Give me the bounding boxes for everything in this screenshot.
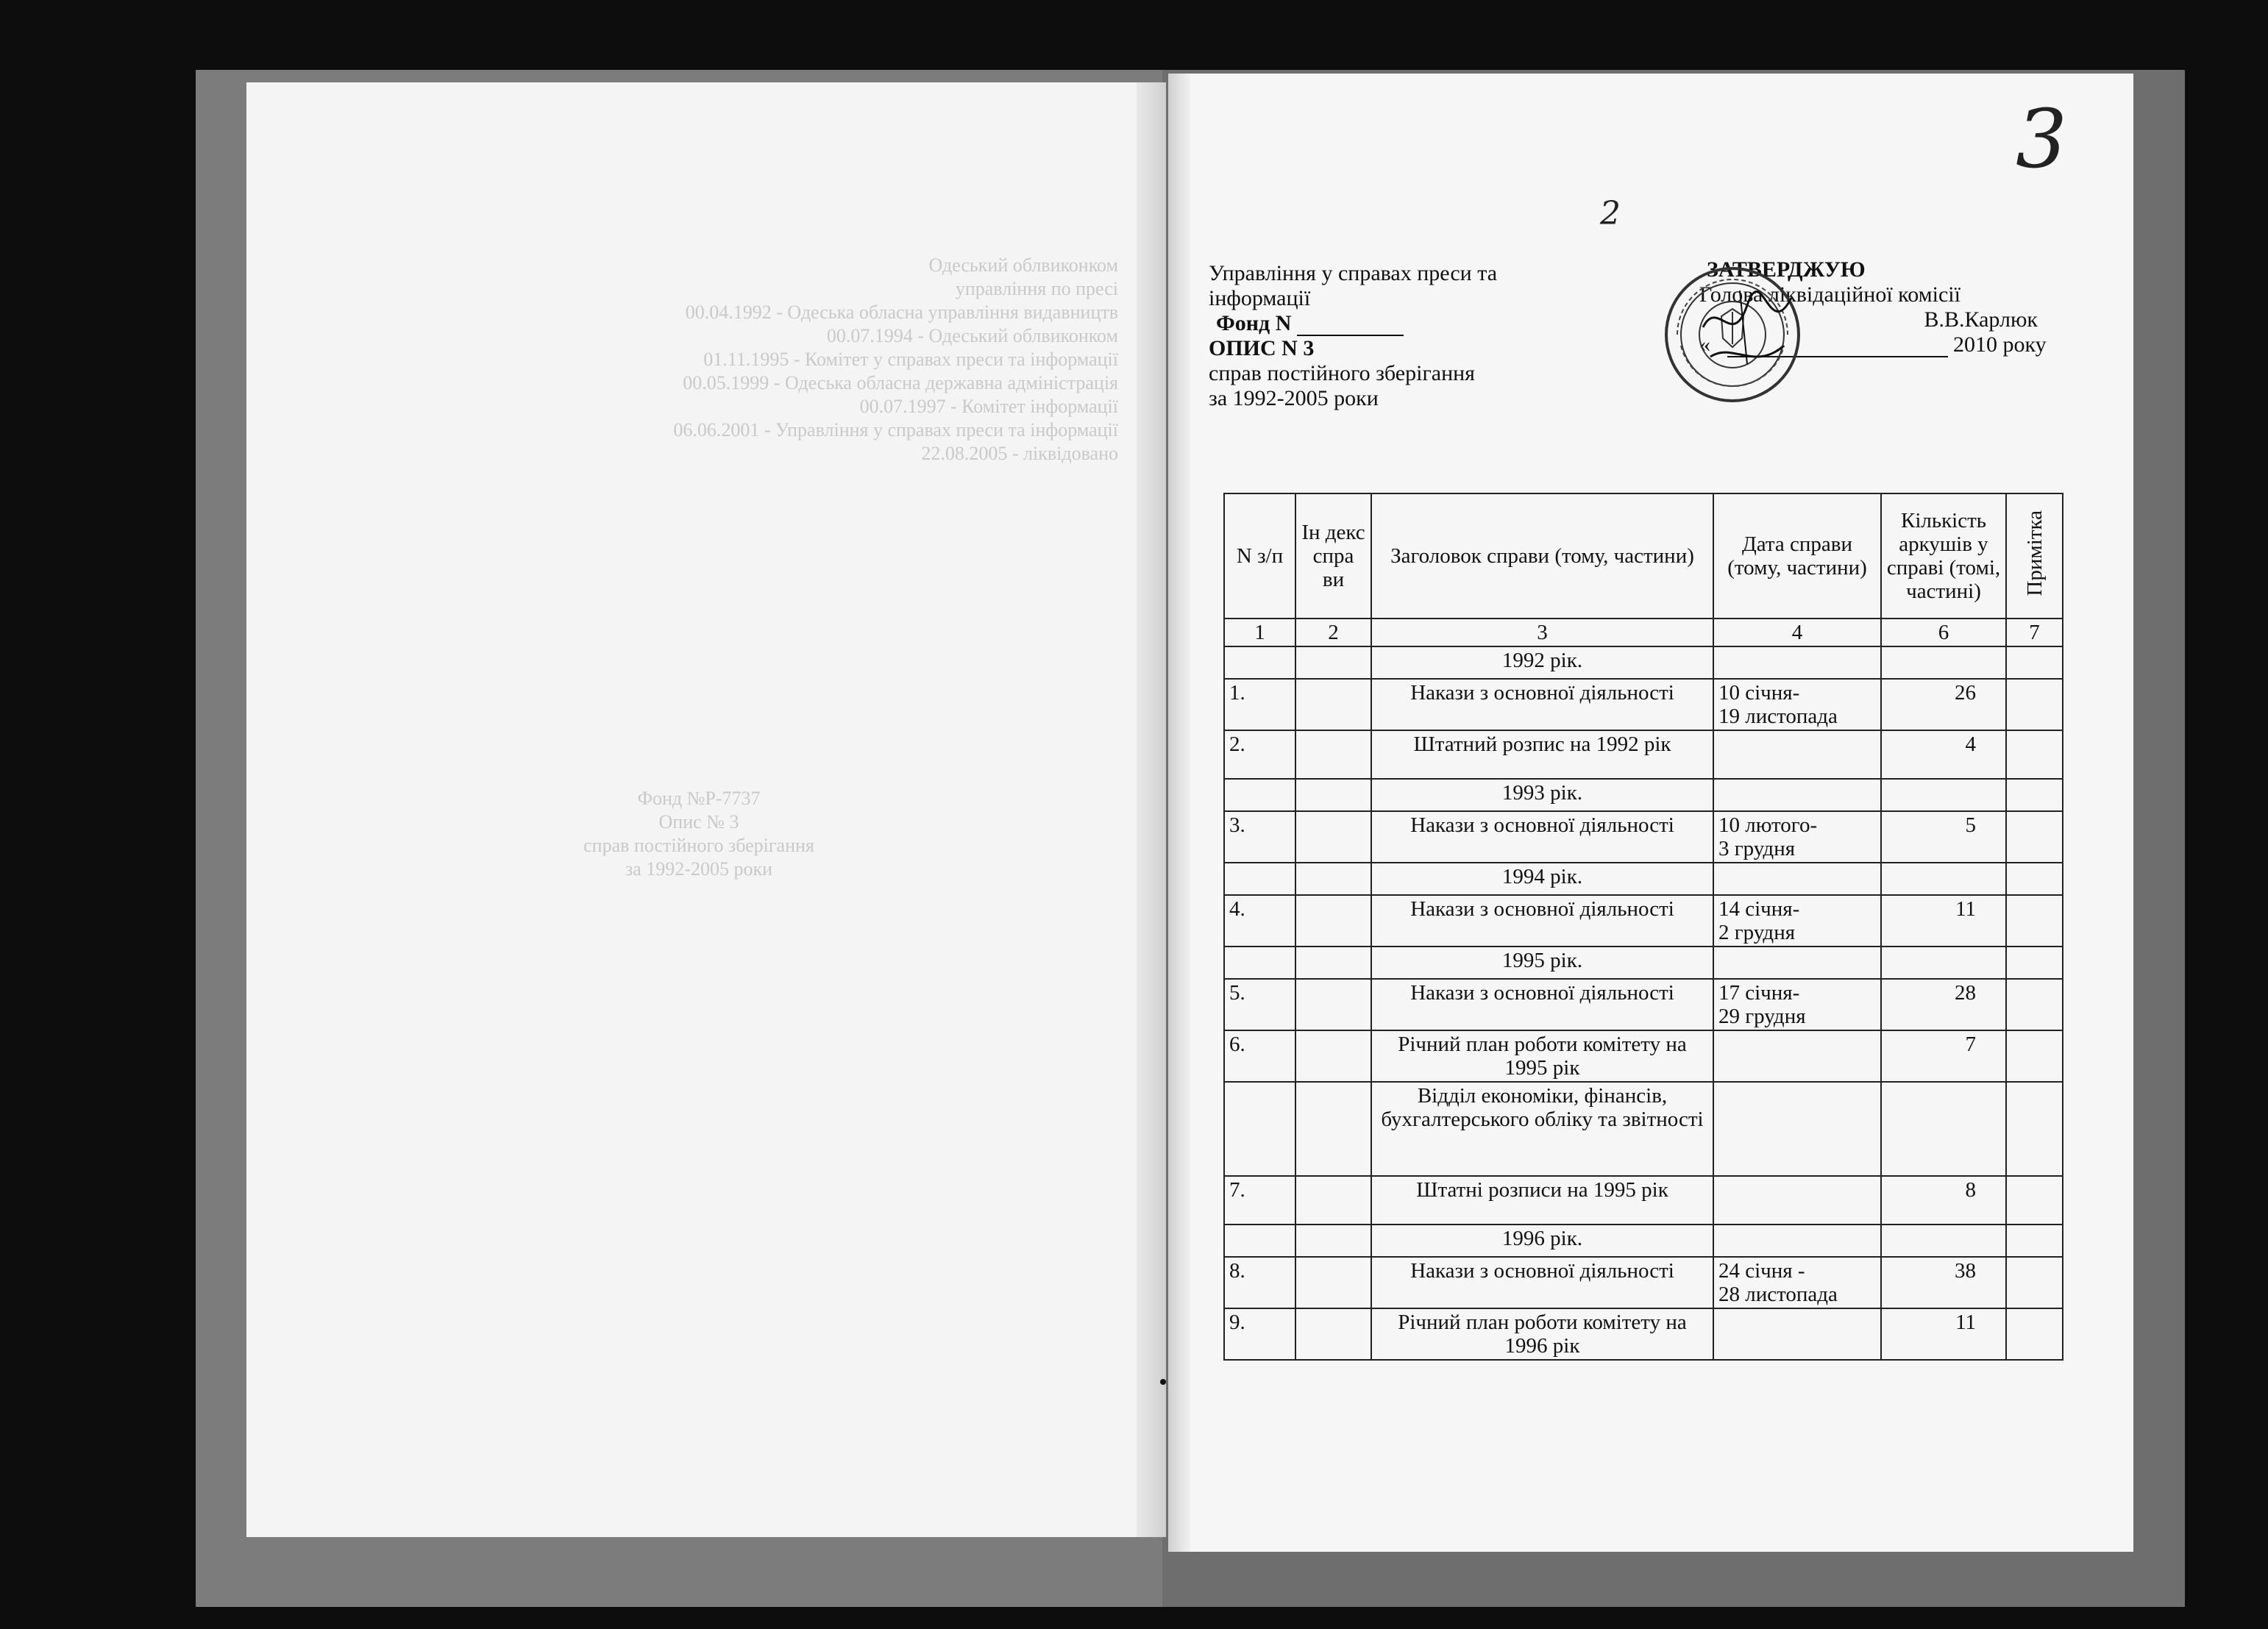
- cell-title: Штатні розписи на 1995 рік: [1371, 1176, 1713, 1225]
- cell-number: 5.: [1224, 979, 1295, 1030]
- handwritten-old-page-number: 2: [1600, 195, 1621, 232]
- year-heading: 1996 рік.: [1371, 1225, 1713, 1257]
- cell-note: [2006, 979, 2063, 1030]
- bleedthrough-line: 00.05.1999 - Одеська обласна державна адміністрація: [683, 372, 1118, 393]
- cell-date: [1713, 947, 1881, 979]
- cell-title: Накази з основної діяльності: [1371, 895, 1713, 947]
- cell-index: [1295, 730, 1371, 779]
- line-years: за 1992-2005 роки: [1209, 386, 1379, 410]
- cell-note: [2006, 679, 2063, 730]
- date-start: 10 січня-: [1718, 681, 1800, 705]
- col-header-title: Заголовок справи (тому, частини): [1371, 493, 1713, 619]
- cell-date: [1713, 1225, 1881, 1257]
- cell-number: 1.: [1224, 679, 1295, 730]
- cell-number: 3.: [1224, 811, 1295, 863]
- cell-sheets: [1881, 779, 2006, 811]
- left-page-gutter: [1137, 82, 1166, 1537]
- cell-note: [2006, 1308, 2063, 1360]
- approval-position: Голова ліквідаційної комісії: [1699, 282, 1960, 307]
- bleedthrough-line: 22.08.2005 - ліквідовано: [921, 443, 1118, 464]
- col-header-date: Дата справи (тому, частини): [1713, 493, 1881, 619]
- year-heading-row: [1224, 779, 2063, 811]
- bleedthrough-line: 01.11.1995 - Комітет у справах преси та інформації: [703, 349, 1118, 370]
- approval-date: « 2010 року: [1699, 332, 2047, 357]
- cell-sheets: 11: [1881, 1308, 2006, 1360]
- table-row: [1224, 679, 2063, 730]
- col-num-2: 2: [1295, 619, 1371, 646]
- bleedthrough-line: 06.06.2001 - Управління у справах преси та інформації: [673, 419, 1118, 441]
- cell-index: [1295, 1176, 1371, 1225]
- cell-date: [1713, 1308, 1881, 1360]
- cell-number: [1224, 1225, 1295, 1257]
- col-header-number: N з/п: [1224, 493, 1295, 619]
- table-row: [1224, 1308, 2063, 1360]
- cell-number: [1224, 1082, 1295, 1176]
- section-heading-row: [1224, 1082, 2063, 1176]
- org-name-line2: інформації: [1209, 286, 1311, 310]
- cell-date: [1713, 1257, 1881, 1308]
- table-row: [1224, 730, 2063, 779]
- cell-date: [1713, 863, 1881, 895]
- cell-index: [1295, 1308, 1371, 1360]
- cell-index: [1295, 679, 1371, 730]
- cell-date: [1713, 1030, 1881, 1082]
- opys-label: ОПИС N 3: [1209, 336, 1315, 360]
- year-heading: 1995 рік.: [1371, 947, 1713, 979]
- right-page-gutter: [1168, 74, 1190, 1552]
- cell-sheets: 11: [1881, 895, 2006, 947]
- cell-number: [1224, 947, 1295, 979]
- bleedthrough-line: 00.04.1992 - Одеська обласна управління видавництв: [685, 302, 1118, 323]
- cell-sheets: 7: [1881, 1030, 2006, 1082]
- cell-sheets: 26: [1881, 679, 2006, 730]
- bleedthrough-line: за 1992-2005 роки: [625, 858, 772, 880]
- cell-index: [1295, 1082, 1371, 1176]
- left-page-bleedthrough-mid: [515, 787, 883, 881]
- cell-note: [2006, 1176, 2063, 1225]
- cell-date: [1713, 1082, 1881, 1176]
- document-header: [1209, 261, 1621, 411]
- cell-note: [2006, 730, 2063, 779]
- bleedthrough-line: управління по пресі: [955, 278, 1118, 299]
- year-heading: 1992 рік.: [1371, 646, 1713, 679]
- cell-date: [1713, 1176, 1881, 1225]
- cell-note: [2006, 1082, 2063, 1176]
- cell-note: [2006, 779, 2063, 811]
- cell-index: [1295, 811, 1371, 863]
- cell-sheets: [1881, 1225, 2006, 1257]
- cell-index: [1295, 1030, 1371, 1082]
- line-spravy: справ постійного зберігання: [1209, 361, 1475, 385]
- cell-date: [1713, 979, 1881, 1030]
- cell-number: 6.: [1224, 1030, 1295, 1082]
- col-num-4: 4: [1713, 619, 1881, 646]
- bleedthrough-line: Опис № 3: [658, 811, 739, 833]
- table-header-row: [1224, 493, 2063, 619]
- cell-date: [1713, 730, 1881, 779]
- date-end: 19 листопада: [1718, 705, 1838, 728]
- col-num-1: 1: [1224, 619, 1295, 646]
- date-end: 3 грудня: [1718, 837, 1796, 860]
- table-row: [1224, 1030, 2063, 1082]
- table-row: [1224, 1257, 2063, 1308]
- date-end: 29 грудня: [1718, 1005, 1806, 1028]
- cell-title: Накази з основної діяльності: [1371, 811, 1713, 863]
- signature: [1696, 276, 1799, 379]
- cell-note: [2006, 1225, 2063, 1257]
- year-heading-row: [1224, 646, 2063, 679]
- col-num-3: 3: [1371, 619, 1713, 646]
- bleedthrough-line: 00.07.1997 - Комітет інформації: [859, 396, 1118, 417]
- col-header-index: Ін декс спра ви: [1295, 493, 1371, 619]
- cell-title: Накази з основної діяльності: [1371, 1257, 1713, 1308]
- cell-note: [2006, 811, 2063, 863]
- cell-date: [1713, 679, 1881, 730]
- date-end: 28 листопада: [1718, 1283, 1838, 1306]
- cell-sheets: 38: [1881, 1257, 2006, 1308]
- year-heading-row: [1224, 947, 2063, 979]
- cell-index: [1295, 1225, 1371, 1257]
- section-heading: Відділ економіки, фінансів, бухгалтерського обліку та звітності: [1371, 1082, 1713, 1176]
- cell-note: [2006, 863, 2063, 895]
- year-heading: 1994 рік.: [1371, 863, 1713, 895]
- cell-note: [2006, 895, 2063, 947]
- cell-number: 7.: [1224, 1176, 1295, 1225]
- cell-sheets: 5: [1881, 811, 2006, 863]
- cell-date: [1713, 646, 1881, 679]
- cell-index: [1295, 1257, 1371, 1308]
- date-start: 17 січня-: [1718, 981, 1800, 1005]
- org-name-line1: Управління у справах преси та: [1209, 261, 1498, 285]
- cell-number: [1224, 863, 1295, 895]
- cell-sheets: 8: [1881, 1176, 2006, 1225]
- cell-note: [2006, 1030, 2063, 1082]
- table-row: [1224, 1176, 2063, 1225]
- year-heading: 1993 рік.: [1371, 779, 1713, 811]
- date-start: 24 січня -: [1718, 1259, 1805, 1283]
- date-start: 14 січня-: [1718, 897, 1800, 921]
- date-start: 10 лютого-: [1718, 813, 1818, 837]
- approval-title: ЗАТВЕРДЖУЮ: [1707, 257, 1866, 282]
- fond-label: Фонд N: [1209, 311, 1621, 336]
- cell-title: Штатний розпис на 1992 рік: [1371, 730, 1713, 779]
- bleedthrough-line: справ постійного зберігання: [583, 835, 814, 856]
- cell-sheets: 4: [1881, 730, 2006, 779]
- cell-index: [1295, 895, 1371, 947]
- col-num-6: 6: [1881, 619, 2006, 646]
- cell-note: [2006, 1257, 2063, 1308]
- col-num-7: 7: [2006, 619, 2063, 646]
- date-end: 2 грудня: [1718, 921, 1796, 944]
- cell-number: 9.: [1224, 1308, 1295, 1360]
- bleedthrough-line: Одеський облвиконком: [928, 254, 1118, 276]
- cell-number: 4.: [1224, 895, 1295, 947]
- col-header-sheets: Кількість аркушів у справі (томі, частині): [1881, 493, 2006, 619]
- cell-title: Річний план роботи комітету на 1995 рік: [1371, 1030, 1713, 1082]
- cell-index: [1295, 863, 1371, 895]
- cell-index: [1295, 979, 1371, 1030]
- cell-title: Річний план роботи комітету на 1996 рік: [1371, 1308, 1713, 1360]
- cell-sheets: [1881, 863, 2006, 895]
- cell-index: [1295, 947, 1371, 979]
- cell-number: [1224, 779, 1295, 811]
- table-row: [1224, 895, 2063, 947]
- bleedthrough-line: 00.07.1994 - Одеський облвиконком: [826, 325, 1118, 346]
- approval-name: В.В.Карлюк: [1924, 307, 2038, 332]
- cell-title: Накази з основної діяльності: [1371, 979, 1713, 1030]
- cell-date: [1713, 779, 1881, 811]
- cell-number: [1224, 646, 1295, 679]
- cell-sheets: 28: [1881, 979, 2006, 1030]
- table-row: [1224, 811, 2063, 863]
- cell-sheets: [1881, 646, 2006, 679]
- year-heading-row: [1224, 1225, 2063, 1257]
- cell-note: [2006, 947, 2063, 979]
- cell-date: [1713, 895, 1881, 947]
- left-page-bleedthrough-top: [530, 254, 1118, 466]
- column-numbers-row: [1224, 619, 2063, 646]
- cell-index: [1295, 646, 1371, 679]
- table-row: [1224, 979, 2063, 1030]
- cell-number: 8.: [1224, 1257, 1295, 1308]
- bleedthrough-line: Фонд №Р-7737: [637, 788, 761, 809]
- cell-date: [1713, 811, 1881, 863]
- inventory-table: [1223, 493, 2063, 1361]
- binding-mark: [1160, 1379, 1166, 1385]
- cell-note: [2006, 646, 2063, 679]
- year-heading-row: [1224, 863, 2063, 895]
- cell-sheets: [1881, 1082, 2006, 1176]
- cell-sheets: [1881, 947, 2006, 979]
- col-header-note: Примітка: [2006, 493, 2063, 619]
- cell-index: [1295, 779, 1371, 811]
- cell-number: 2.: [1224, 730, 1295, 779]
- cell-title: Накази з основної діяльності: [1371, 679, 1713, 730]
- handwritten-page-number: 3: [2016, 92, 2067, 186]
